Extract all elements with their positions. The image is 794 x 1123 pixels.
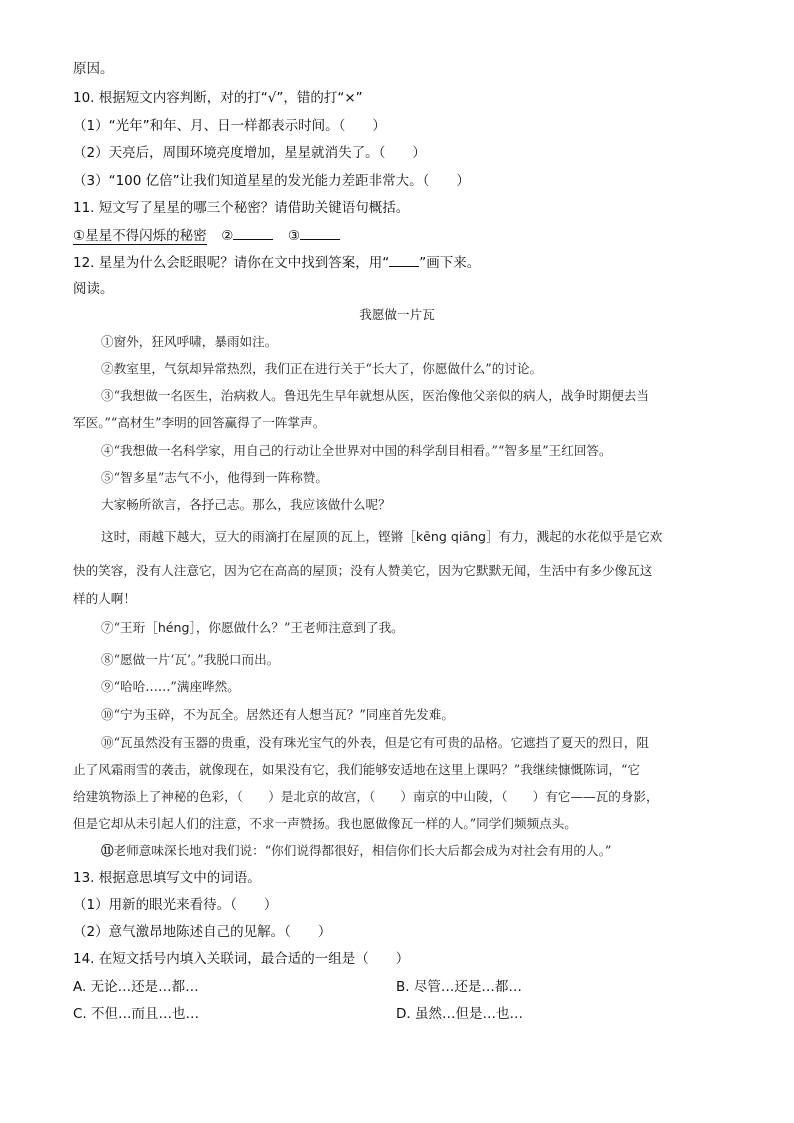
q12-stem <box>73 252 480 273</box>
q13-item-2: （2）意气激昂地陈述自己的见解。（ ） <box>73 924 332 940</box>
passage-p7-line3: 样的人啊！ <box>73 591 136 606</box>
passage-p8 <box>101 618 404 638</box>
passage-p3-line2: 军医。”“高材生”李明的回答赢得了一阵掌声。 <box>73 415 326 430</box>
q9-tail-text: 原因。 <box>73 61 114 77</box>
pinyin-kengqiang: kēng qiāng <box>415 529 487 544</box>
q10-item-2: （2）天亮后，周围环境亮度增加，星星就消失了。（ ） <box>73 145 426 161</box>
pinyin-heng: héng <box>157 620 190 635</box>
q11-answer-line <box>73 225 340 246</box>
q12-stem-before: 12. 星星为什么会眨眼呢？请你在文中找到答案，用“ <box>73 255 390 271</box>
q11-stem: 11. 短文写了星星的哪三个秘密？请借助关键语句概括。 <box>73 200 410 216</box>
passage-p8-text-b: ］，你愿做什么？”王老师注意到了我。 <box>189 620 404 635</box>
passage-p13-text: 老师意味深长地对我们说：“你们说得都很好，相信你们长大后都会成为对社会有用的人。” <box>113 843 612 858</box>
q13-stem: 13. 根据意思填写文中的词语。 <box>73 870 261 886</box>
q14-option-c[interactable]: C. 不但…而且…也… <box>73 1006 200 1022</box>
passage-p10: ⑨“哈哈……”满座哗然。 <box>101 679 240 694</box>
q14-option-d[interactable]: D. 虽然…但是…也… <box>396 1006 523 1022</box>
passage-p7-line2: 快的笑容，没有人注意它，因为它在高高的屋顶；没有人赞美它，因为它默默无闻，生活中有多少像瓦这 <box>73 563 653 578</box>
reading-label: 阅读。 <box>73 281 114 297</box>
q11-mark-2: ② <box>221 228 234 244</box>
q10-stem: 10. 根据短文内容判断，对的打“√”，错的打“×” <box>73 90 363 106</box>
passage-p5: ⑤“智多星”志气不小，他得到一阵称赞。 <box>101 470 328 485</box>
q12-underline-sample <box>389 252 419 267</box>
passage-p8-text-a: ⑦“王珩［ <box>101 620 158 635</box>
passage-p12-line3: 给建筑物添上了神秘的色彩，（ ）是北京的故宫，（ ）南京的中山陵，（ ）有它——瓦的身影， <box>73 789 659 804</box>
passage-p9: ⑧“愿做一片‘瓦’。”我脱口而出。 <box>101 652 280 667</box>
q10-item-1: （1）“光年”和年、月、日一样都表示时间。（ ） <box>73 118 386 134</box>
passage-p12-line2: 止了风霜雨雪的袭击，就像现在，如果没有它，我们能够安适地在这里上课吗？”我继续慷慨陈词，“它 <box>73 762 641 777</box>
q11-blank-3[interactable] <box>300 225 340 240</box>
passage-p3-line1: ③“我想做一名医生，治病救人。鲁迅先生早年就想从医，医治像他父亲似的病人，战争时期便去当 <box>101 388 649 403</box>
q11-blank-2[interactable] <box>233 225 273 240</box>
passage-p7-line1 <box>101 527 662 547</box>
q14-option-b[interactable]: B. 尽管…还是…都… <box>396 979 522 995</box>
passage-p11: ⑩“宁为玉碎，不为瓦全。居然还有人想当瓦？”同座首先发难。 <box>101 707 454 722</box>
passage-p7-text-a: 这时，雨越下越大，豆大的雨滴打在屋顶的瓦上，铿锵［ <box>101 529 416 544</box>
passage-p4: ④“我想做一名科学家，用自己的行动让全世界对中国的科学刮目相看。”“智多星”王红回答。 <box>101 443 612 458</box>
passage-p13 <box>101 841 611 861</box>
passage-p13-mark: ⑪ <box>101 843 114 858</box>
q14-stem: 14. 在短文括号内填入关联词，最合适的一组是（ ） <box>73 951 410 967</box>
q13-item-1: （1）用新的眼光来看待。（ ） <box>73 897 278 913</box>
passage-p7-text-b: ］有力，溅起的水花似乎是它欢 <box>486 529 663 544</box>
q10-item-3: （3）“100 亿倍”让我们知道星星的发光能力差距非常大。（ ） <box>73 173 470 189</box>
passage-title: 我愿做一片瓦 <box>359 307 435 322</box>
passage-p12-line4: 但是它却从未引起人们的注意，不求一声赞扬。我也愿做像瓦一样的人。”同学们频频点头。 <box>73 816 577 831</box>
q14-option-a[interactable]: A. 无论…还是…都… <box>73 979 199 995</box>
passage-p12-line1: ⑩“瓦虽然没有玉器的贵重，没有珠光宝气的外表，但是它有可贵的品格。它遮挡了夏天的烈日，阻 <box>101 735 649 750</box>
passage-p1: ①窗外，狂风呼啸，暴雨如注。 <box>101 334 278 349</box>
q11-mark-3: ③ <box>287 228 301 244</box>
passage-p2: ②教室里，气氛却异常热烈，我们正在进行关于“长大了，你愿做什么”的讨论。 <box>101 361 543 376</box>
q12-stem-after: ”画下来。 <box>419 255 481 271</box>
passage-p6: 大家畅所欲言，各抒己志。那么，我应该做什么呢？ <box>101 497 391 512</box>
q11-answer-1: ①星星不得闪烁的秘密 <box>73 228 207 244</box>
